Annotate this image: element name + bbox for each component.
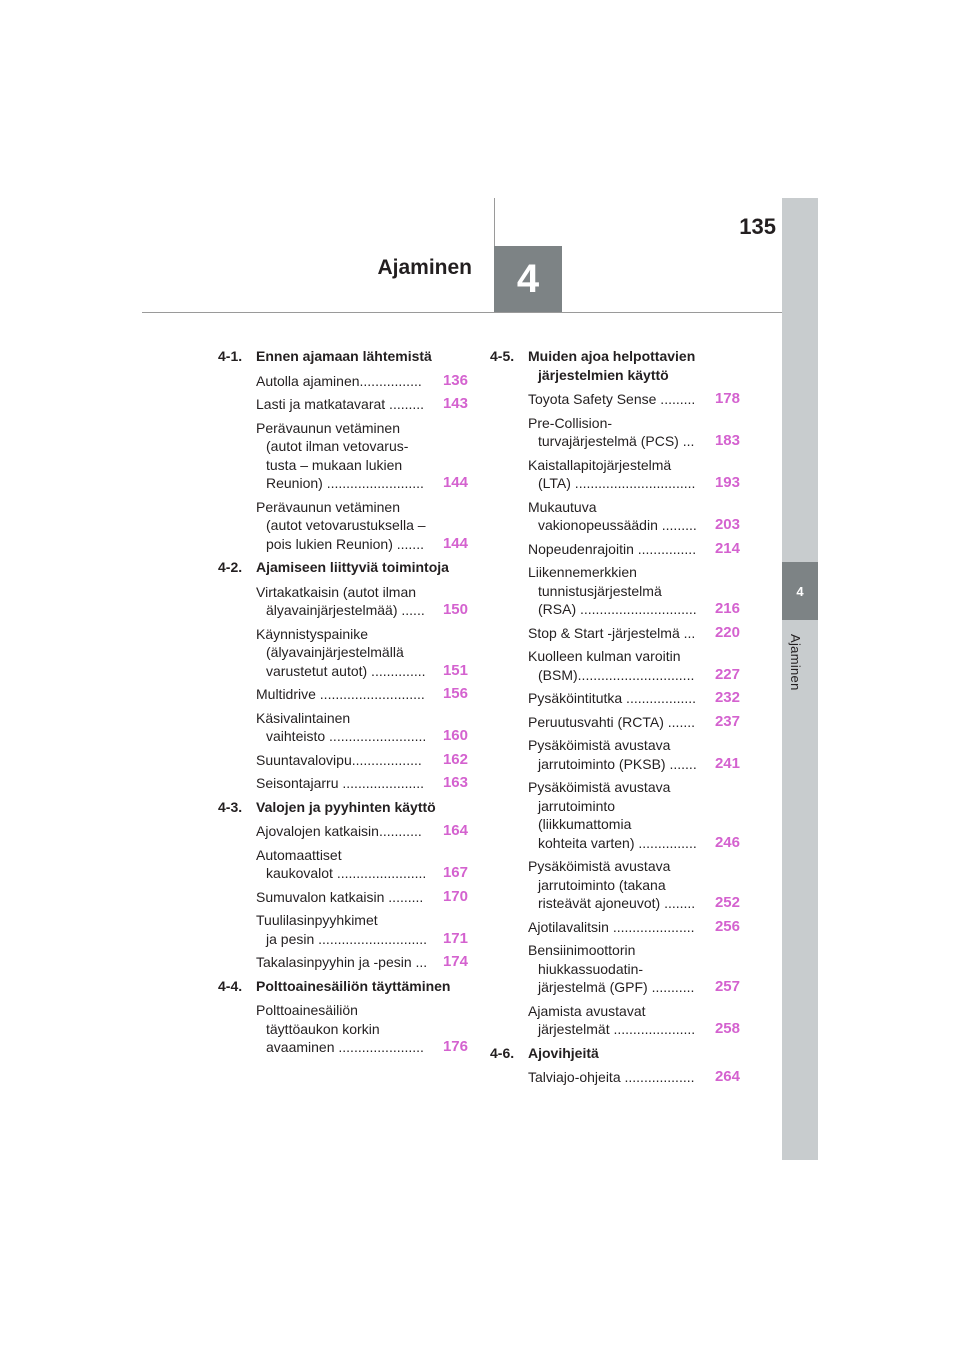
toc-entry[interactable] <box>528 918 740 937</box>
toc-entry[interactable] <box>528 540 740 559</box>
toc-entry-page-link[interactable]: 144 <box>442 534 468 552</box>
toc-entry[interactable] <box>528 1002 740 1039</box>
toc-entry-title: Liikennemerkkien tunnistusjärjestelmä (RSA) .............................. <box>528 564 697 617</box>
toc-entry-title: Ajovalojen katkaisin........... <box>256 823 422 839</box>
toc-entry-page-link[interactable]: 241 <box>714 754 740 772</box>
toc-entry-title: Pre-Collision- turvajärjestelmä (PCS) ... <box>528 414 695 449</box>
side-tab-number[interactable]: 4 <box>782 562 818 620</box>
toc-entry[interactable] <box>256 685 468 704</box>
toc-entry-title: Nopeudenrajoitin ............... <box>528 540 697 557</box>
toc-entry-page-link[interactable]: 258 <box>714 1020 740 1037</box>
toc-section-heading <box>218 558 468 577</box>
toc-section-heading <box>218 347 468 366</box>
toc-entry-page-link[interactable]: 136 <box>442 371 468 389</box>
toc-entry-title: Talviajo-ohjeita .................. <box>528 1069 695 1085</box>
toc-entry-page-link[interactable]: 144 <box>442 474 468 491</box>
toc-entry-title: Käsivalintainen vaihteisto ......................... <box>256 709 427 744</box>
toc-entry[interactable] <box>256 911 468 948</box>
toc-entry[interactable] <box>528 456 740 493</box>
toc-entry-title: Pysäköintitutka .................. <box>528 690 697 706</box>
toc-entry[interactable] <box>256 1001 468 1057</box>
section-number: 4-4. <box>218 977 243 994</box>
toc-entry-title: Mukautuva vakionopeussäädin ......... <box>528 498 697 533</box>
toc-entry-title: Multidrive ........................... <box>256 686 425 702</box>
toc-entry-page-link[interactable]: 183 <box>714 432 740 449</box>
toc-entry-page-link[interactable]: 160 <box>442 727 468 744</box>
section-number: 4-5. <box>490 348 515 364</box>
toc-entry[interactable] <box>256 774 468 793</box>
section-number: 4-2. <box>218 559 243 575</box>
toc-entry[interactable] <box>528 689 740 708</box>
toc-entry-title: Automaattiset kaukovalot ....................... <box>256 846 427 881</box>
toc-entry-page-link[interactable]: 264 <box>714 1068 740 1085</box>
toc-entry-page-link[interactable]: 257 <box>714 978 740 995</box>
toc-entry-title: Pysäköimistä avustava jarrutoiminto (liikkumattomia kohteita varten) ............... <box>528 779 697 851</box>
toc-entry-title: Pysäköimistä avustava jarrutoiminto (takana risteävät ajoneuvot) ........ <box>528 858 696 911</box>
toc-section-heading <box>490 1044 740 1063</box>
toc-entry-title: Seisontajarru ..................... <box>256 775 425 791</box>
toc-section-heading <box>218 977 468 996</box>
toc-entry[interactable] <box>256 395 468 414</box>
toc-entry-page-link[interactable]: 163 <box>442 774 468 791</box>
toc-entry-page-link[interactable]: 252 <box>714 894 740 911</box>
toc-section-heading <box>490 347 740 384</box>
toc-entry-title: Ajamista avustavat järjestelmät ..................... <box>528 1002 696 1037</box>
toc-entry-title: Kuolleen kulman varoitin (BSM).............................. <box>528 648 695 683</box>
section-title: Ajovihjeitä <box>528 1044 599 1061</box>
toc-column-left <box>218 347 468 1062</box>
toc-entry-title: Käynnistyspainike (älyavainjärjestelmällä varustetut autot) .............. <box>256 625 426 679</box>
toc-entry-title: Ajotilavalitsin ..................... <box>528 918 695 935</box>
toc-entry[interactable] <box>528 647 740 684</box>
toc-entry-page-link[interactable]: 178 <box>714 390 740 407</box>
toc-entry-title: Peruutusvahti (RCTA) ....... <box>528 713 696 730</box>
toc-entry-page-link[interactable]: 143 <box>442 395 468 412</box>
toc-entry[interactable] <box>528 941 740 997</box>
toc-entry[interactable] <box>528 1068 740 1087</box>
toc-entry-title: Polttoainesäiliön täyttöaukon korkin avaaminen ...................... <box>256 1002 424 1055</box>
toc-entry-title: Lasti ja matkatavarat ......... <box>256 396 425 412</box>
toc-entry-page-link[interactable]: 227 <box>714 665 740 683</box>
toc-entry[interactable] <box>256 751 468 770</box>
section-title: Ajamiseen liittyviä toimintoja <box>256 559 449 575</box>
toc-entry[interactable] <box>256 822 468 841</box>
toc-entry[interactable] <box>256 846 468 883</box>
toc-entry[interactable] <box>256 888 468 907</box>
toc-entry[interactable] <box>528 736 740 773</box>
toc-entry-page-link[interactable]: 174 <box>442 953 468 970</box>
toc-entry[interactable] <box>528 390 740 409</box>
toc-entry[interactable] <box>528 414 740 451</box>
toc-entry[interactable] <box>528 624 740 643</box>
toc-entry-page-link[interactable]: 193 <box>714 474 740 491</box>
toc-entry-title: Perävaunun vetäminen (autot ilman vetovarus- tusta – mukaan lukien Reunion) ......................... <box>256 419 424 491</box>
toc-entry[interactable] <box>256 372 468 391</box>
section-number: 4-3. <box>218 798 243 815</box>
toc-entry[interactable] <box>256 583 468 620</box>
toc-entry[interactable] <box>256 419 468 493</box>
toc-entry-page-link[interactable]: 156 <box>442 685 468 702</box>
toc-entry-title: Takalasinpyyhin ja -pesin ... <box>256 954 428 970</box>
toc-entry-title: Suuntavalovipu.................. <box>256 751 422 768</box>
toc-entry-title: Toyota Safety Sense ......... <box>528 391 696 407</box>
toc-entry-page-link[interactable]: 237 <box>714 712 740 730</box>
toc-entry[interactable] <box>528 563 740 619</box>
toc-entry-page-link[interactable]: 256 <box>714 917 740 935</box>
side-tab-label: Ajaminen <box>788 634 803 691</box>
toc-entry-title: Pysäköimistä avustava jarrutoiminto (PKSB) ....... <box>528 737 697 772</box>
chapter-number-box: 4 <box>494 246 562 312</box>
toc-entry-page-link[interactable]: 220 <box>714 623 740 641</box>
chapter-title: Ajaminen <box>377 256 472 279</box>
toc-entry-title: Tuulilasinpyyhkimet ja pesin ............................ <box>256 912 428 947</box>
toc-entry-title: Kaistallapitojärjestelmä (LTA) ............................... <box>528 456 696 491</box>
toc-entry-page-link[interactable]: 171 <box>442 929 468 947</box>
toc-entry[interactable] <box>528 498 740 535</box>
section-title: Valojen ja pyyhinten käyttö <box>256 798 436 815</box>
toc-entry-page-link[interactable]: 167 <box>442 864 468 881</box>
toc-entry-page-link[interactable]: 246 <box>714 833 740 851</box>
toc-entry-page-link[interactable]: 162 <box>442 750 468 768</box>
toc-entry-page-link[interactable]: 216 <box>714 600 740 617</box>
toc-entry-page-link[interactable]: 176 <box>442 1038 468 1055</box>
toc-entry[interactable] <box>528 713 740 732</box>
toc-entry-title: Autolla ajaminen................ <box>256 372 422 389</box>
toc-entry-title: Bensiinimoottorin hiukkassuodatin- järjestelmä (GPF) ........... <box>528 942 695 995</box>
section-number: 4-1. <box>218 348 243 364</box>
toc-entry[interactable] <box>256 625 468 681</box>
toc-entry-page-link[interactable]: 170 <box>442 887 468 905</box>
page-number: 135 <box>739 214 776 239</box>
section-title: Ennen ajamaan lähtemistä <box>256 348 432 364</box>
section-title: Polttoainesäiliön täyttäminen <box>256 977 451 994</box>
toc-entry[interactable] <box>256 953 468 972</box>
toc-entry-page-link[interactable]: 164 <box>442 822 468 839</box>
header-vertical-divider <box>494 198 495 246</box>
toc-entry-page-link[interactable]: 150 <box>442 601 468 618</box>
toc-column-right <box>490 347 740 1092</box>
toc-entry-page-link[interactable]: 214 <box>714 539 740 557</box>
toc-entry-title: Sumuvalon katkaisin ......... <box>256 888 424 905</box>
toc-entry[interactable] <box>256 709 468 746</box>
toc-entry-title: Stop & Start -järjestelmä ... <box>528 624 696 641</box>
toc-entry-page-link[interactable]: 151 <box>442 661 468 679</box>
toc-entry-page-link[interactable]: 232 <box>714 689 740 706</box>
toc-entry[interactable] <box>528 857 740 913</box>
header-horizontal-divider <box>142 312 782 313</box>
toc-entry-title: Perävaunun vetäminen (autot vetovarustuksella – pois lukien Reunion) ....... <box>256 498 426 552</box>
toc-entry[interactable] <box>256 498 468 554</box>
toc-section-heading <box>218 798 468 817</box>
toc-entry-page-link[interactable]: 203 <box>714 516 740 533</box>
section-number: 4-6. <box>490 1044 515 1061</box>
toc-entry-title: Virtakatkaisin (autot ilman älyavainjärjestelmää) ...... <box>256 583 425 618</box>
toc-entry[interactable] <box>528 778 740 852</box>
section-title: Muiden ajoa helpottavien järjestelmien käyttö <box>528 348 696 383</box>
